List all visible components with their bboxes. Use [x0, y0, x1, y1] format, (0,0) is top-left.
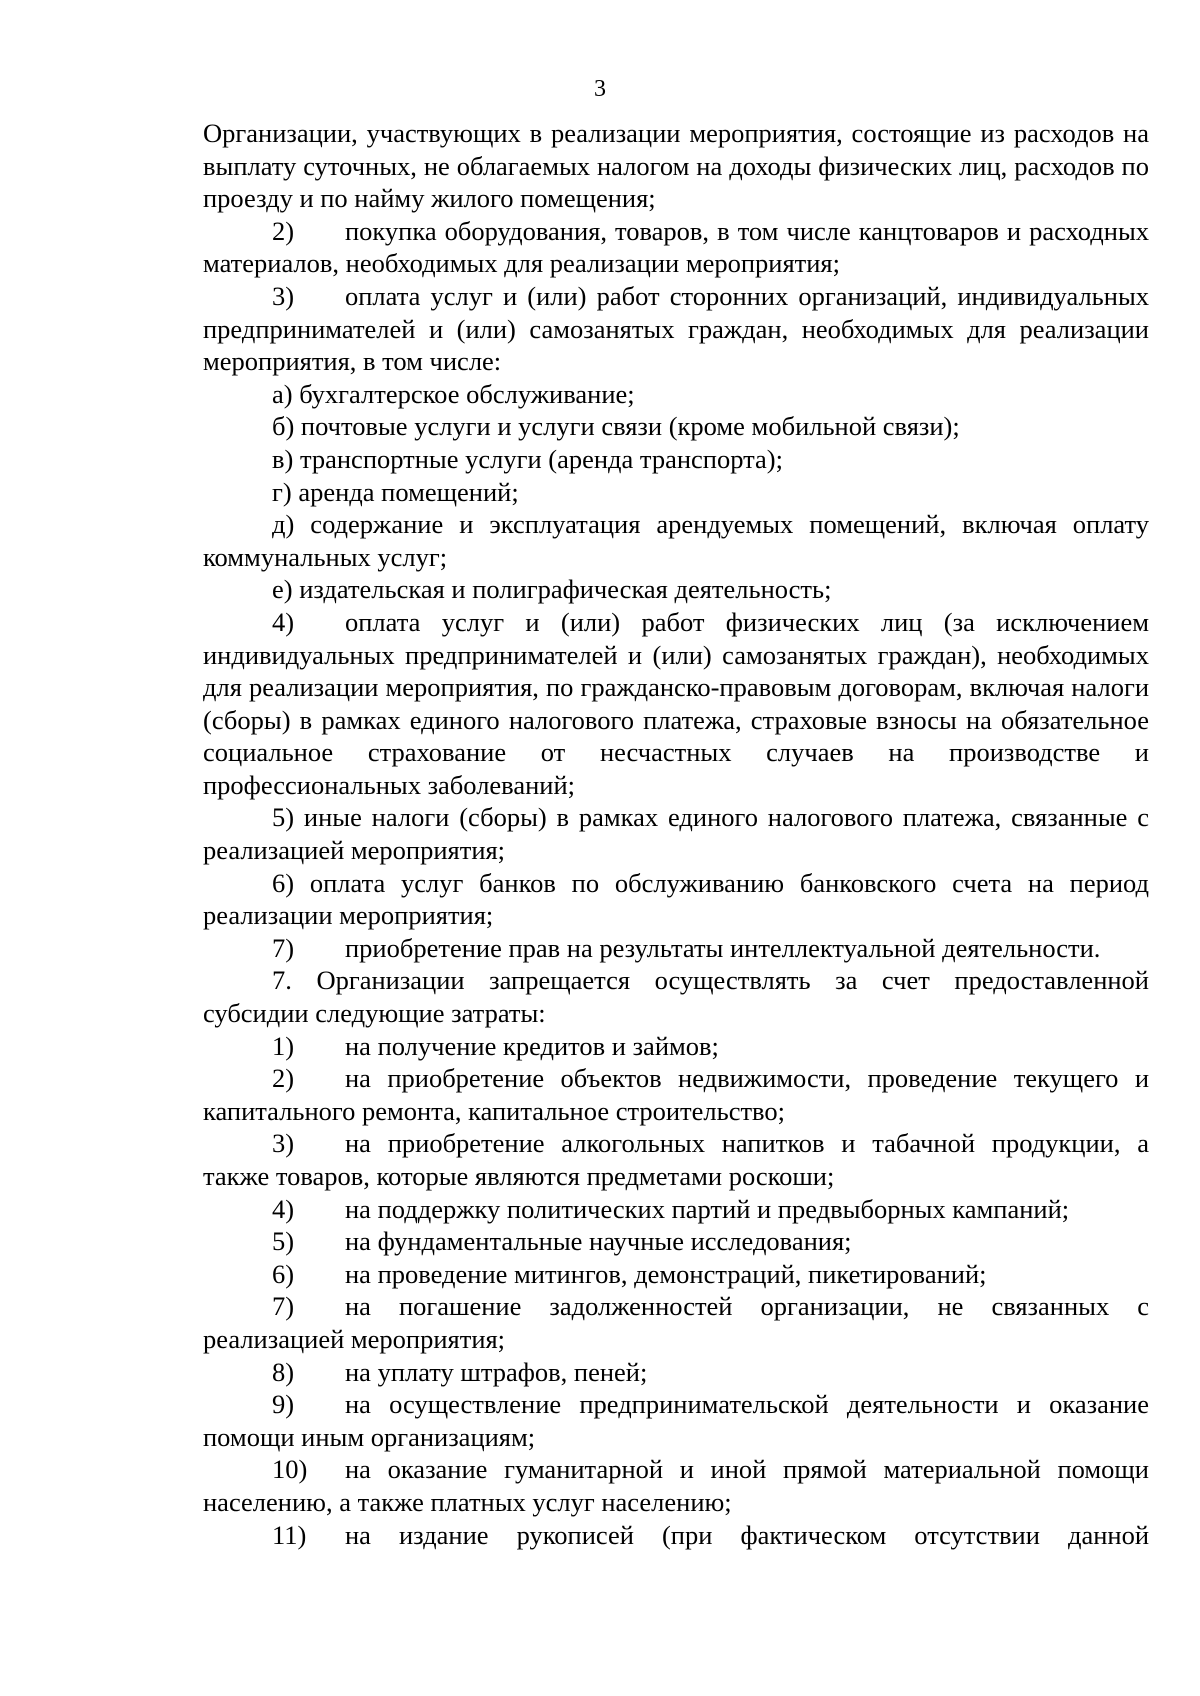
list-item-number: 10): [272, 1454, 308, 1485]
section-paragraph: [203, 964, 1149, 1029]
list-item-text: оплата услуг и (или) работ физических лиц (за исключением индивидуальных предпринимателей и (или) самозанятых граждан), необходимых для реализации мероприятия, по гражданско-правовым договорам, включая налоги (сборы) в рамках единого налогового платежа, страховые взносы на обязательное социальное страхование от несчастных случаев на производстве и профессиональных заболеваний;: [203, 606, 1149, 800]
list-item-text: на осуществление предпринимательской деятельности и оказание помощи иным организациям;: [203, 1389, 1149, 1452]
document-body: [203, 117, 1149, 1551]
list-item: [203, 1453, 1149, 1518]
list-item-number: 3): [272, 280, 295, 311]
list-item-text: на уплату штрафов, пеней;: [345, 1356, 648, 1387]
list-item-text: на проведение митингов, демонстраций, пикетирований;: [345, 1258, 987, 1289]
list-item-number: 1): [272, 1030, 295, 1061]
list-item: [203, 1062, 1149, 1127]
list-item-number: 9): [272, 1389, 295, 1420]
list-item: [203, 280, 1149, 378]
sub-list-item: [203, 476, 1149, 509]
list-item: [203, 1258, 1149, 1291]
list-item-text: на оказание гуманитарной и иной прямой материальной помощи населению, а также платных услуг населению;: [203, 1454, 1149, 1517]
sub-list-item: [203, 573, 1149, 606]
list-item-text: приобретение прав на результаты интеллектуальной деятельности.: [345, 932, 1101, 963]
sub-list-item: [203, 378, 1149, 411]
list-item-number: 3): [272, 1128, 295, 1159]
list-item-text: на издание рукописей (при фактическом отсутствии данной: [345, 1519, 1149, 1550]
list-item-text: оплата услуг и (или) работ сторонних организаций, индивидуальных предпринимателей и (или) самозанятых граждан, необходимых для реализации мероприятия, в том числе:: [203, 280, 1149, 377]
list-item: [203, 1193, 1149, 1226]
page-number: 3: [594, 76, 606, 102]
list-item: [203, 215, 1149, 280]
list-item: [203, 932, 1149, 965]
list-item-text: в) транспортные услуги (аренда транспорта);: [272, 443, 783, 474]
paragraph-text: Организации, участвующих в реализации мероприятия, состоящие из расходов на выплату суточных, не облагаемых налогом на доходы физических лиц, расходов по проезду и по найму жилого помещения;: [203, 118, 1149, 214]
list-item-text: на фундаментальные научные исследования;: [345, 1226, 852, 1257]
list-item-number: 2): [272, 215, 295, 246]
list-item: [203, 1388, 1149, 1453]
list-item: [203, 1519, 1149, 1552]
list-item-text: на приобретение алкогольных напитков и табачной продукции, а также товаров, которые являются предметами роскоши;: [203, 1128, 1149, 1191]
list-item-number: 6): [272, 1258, 295, 1289]
list-item-number: 7): [272, 1291, 295, 1322]
list-item: [203, 1225, 1149, 1258]
list-item: [203, 867, 1149, 932]
paragraph-text: 7. Организации запрещается осуществлять за счет предоставленной субсидии следующие затраты:: [203, 965, 1149, 1029]
list-item-number: 7): [272, 932, 295, 963]
sub-list-item: [203, 410, 1149, 443]
sub-list-item: [203, 443, 1149, 476]
list-item: [203, 606, 1149, 802]
list-item-number: 2): [272, 1063, 295, 1094]
list-item: [203, 1127, 1149, 1192]
list-item: [203, 1290, 1149, 1355]
list-item-text: на приобретение объектов недвижимости, проведение текущего и капитального ремонта, капитальное строительство;: [203, 1063, 1149, 1126]
list-item-text: на получение кредитов и займов;: [345, 1030, 719, 1061]
paragraph-continuation: [203, 117, 1149, 215]
list-item: [203, 801, 1149, 866]
list-item-text: е) издательская и полиграфическая деятельность;: [272, 574, 832, 605]
list-item-text: 6) оплата услуг банков по обслуживанию банковского счета на период реализации мероприятия;: [203, 867, 1149, 931]
list-item-text: на поддержку политических партий и предвыборных кампаний;: [345, 1193, 1070, 1224]
list-item-number: 4): [272, 1193, 295, 1224]
list-item-text: г) аренда помещений;: [272, 476, 519, 507]
list-item-number: 8): [272, 1356, 295, 1387]
sub-list-item: [203, 508, 1149, 573]
list-item: [203, 1030, 1149, 1063]
list-item-text: покупка оборудования, товаров, в том числе канцтоваров и расходных материалов, необходимых для реализации мероприятия;: [203, 215, 1149, 279]
list-item-number: 11): [272, 1519, 307, 1550]
list-item-number: 4): [272, 606, 295, 637]
list-item-text: 5) иные налоги (сборы) в рамках единого налогового платежа, связанные с реализацией мероприятия;: [203, 802, 1149, 866]
list-item-text: а) бухгалтерское обслуживание;: [272, 378, 635, 409]
list-item-number: 5): [272, 1226, 295, 1257]
list-item-text: б) почтовые услуги и услуги связи (кроме мобильной связи);: [272, 411, 960, 442]
list-item: [203, 1356, 1149, 1389]
list-item-text: д) содержание и эксплуатация арендуемых помещений, включая оплату коммунальных услуг;: [203, 509, 1149, 572]
list-item-text: на погашение задолженностей организации, не связанных с реализацией мероприятия;: [203, 1291, 1149, 1354]
